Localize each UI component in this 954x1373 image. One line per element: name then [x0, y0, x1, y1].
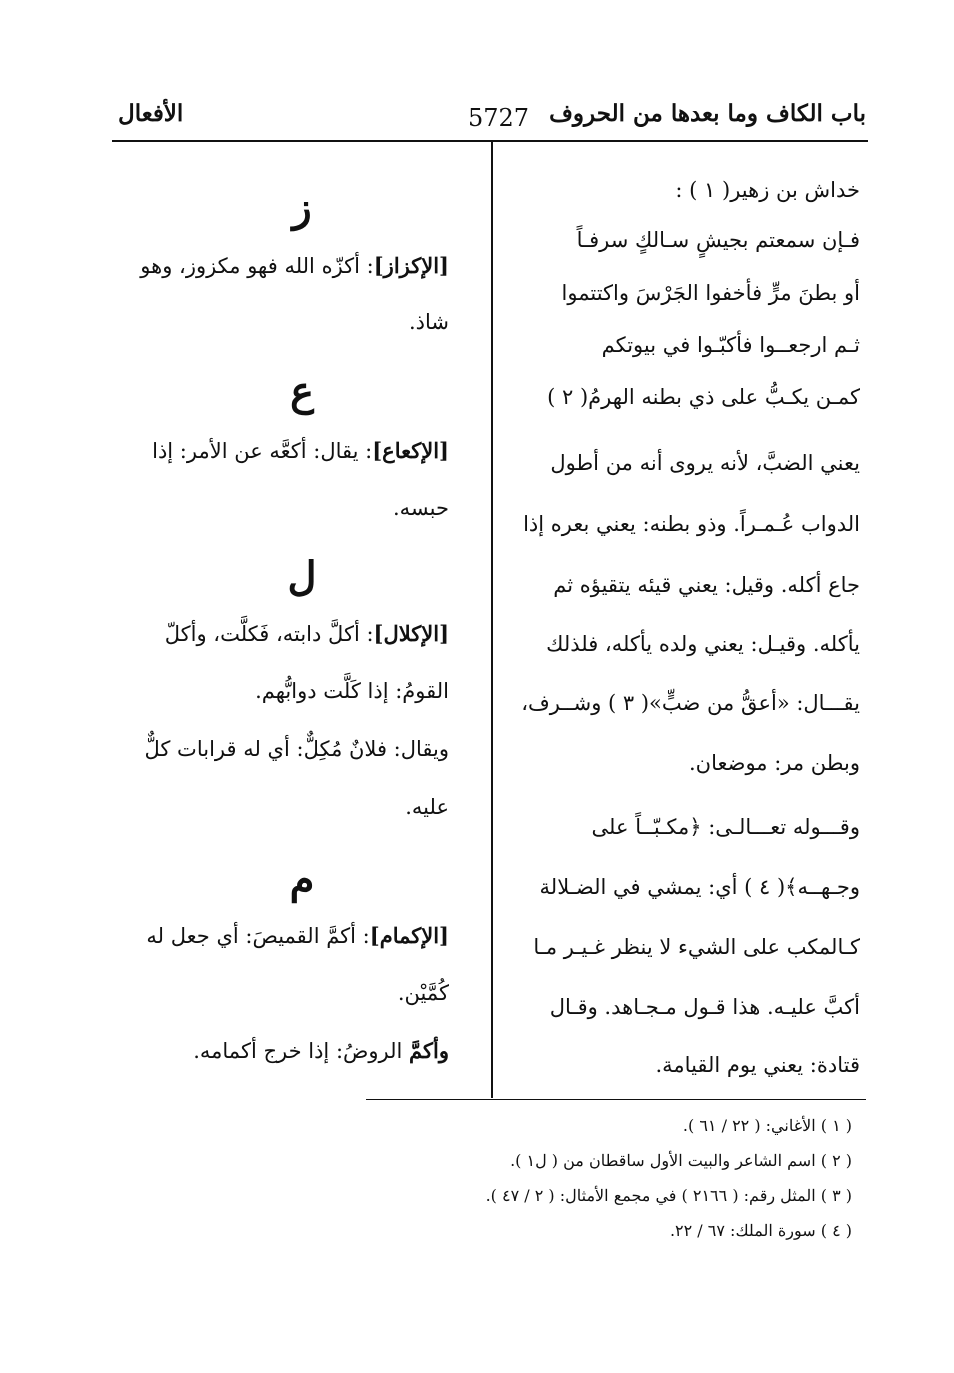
- entry-text: الروضُ: إذا خرج أكمامه.: [193, 1039, 410, 1063]
- text-line: جاع أكله. وقيل: يعني قيئه يتقيؤه ثم: [553, 573, 860, 597]
- section-letter-ayn: ع: [290, 368, 314, 415]
- section-letter-mim: م: [289, 856, 315, 903]
- text-line: يقـــال: «أعقُّ من ضبٍّ»( ٣ ) وشــرف،: [521, 691, 860, 715]
- entry-line: كُمَّيْن.: [397, 981, 449, 1005]
- entry-term: [الإكلال]: [373, 621, 449, 646]
- footnote-rule: [366, 1099, 866, 1100]
- section-letter-lam: ل: [287, 553, 317, 600]
- entry-line: عليه.: [405, 795, 449, 819]
- entry-text: : أكزّه الله فهو مكزوز، وهو: [140, 254, 374, 278]
- text-line: كـالمكب على الشيء لا ينظر غـيـر مـا: [533, 935, 860, 959]
- entry-term: [الإكزاز]: [373, 253, 449, 278]
- text-line: وجـهــه﴾( ٤ ) أي: يمشي في الضـلالة: [539, 875, 860, 899]
- text-line: يعني الضبَّ، لأنه يروى أنه من أطول: [550, 451, 860, 475]
- entry-text: : يقال: أكعَّه عن الأمر: إذا: [152, 439, 373, 463]
- entry-term: [الإكعاع]: [372, 438, 449, 463]
- footnote: ( ٢ ) اسم الشاعر والبيت الأول ساقطان من ( ل١ ).: [510, 1151, 852, 1170]
- header-rule: [112, 140, 868, 142]
- footnote: ( ٣ ) المثل رقم: ( ٢١٦٦ ) في مجمع الأمثال: ( ٢ / ٤٧ ).: [485, 1186, 852, 1205]
- page-number: 5727: [468, 104, 530, 132]
- entry-line: [165, 623, 449, 645]
- text-line: قتادة: يعني يوم القيامة.: [655, 1053, 860, 1077]
- entry-text: : أكمَّ القميصَ: أي جعل له: [146, 924, 370, 948]
- entry-line: [140, 255, 449, 277]
- verse-line: ثـم ارجعــوا فأكبّـوا في بيوتكم: [601, 333, 860, 357]
- entry-line: [193, 1040, 449, 1062]
- text-line: وقـــوله تعـــالـى: ﴿مكـبّــاً على: [591, 815, 860, 839]
- footnote: ( ١ ) الأغاني: ( ٢٢ / ٦١ ).: [682, 1116, 852, 1135]
- entry-line: شاذ.: [408, 310, 449, 334]
- text-line: خداش بن زهير( ١ ) :: [675, 178, 860, 202]
- entry-text: : أكلَّ دابته، فَكلَّت، وأكلّ: [164, 622, 374, 646]
- text-line: أكبَّ عليـه. هذا قـول مـجـاهد. وقـال: [549, 995, 860, 1019]
- entry-term: وأكمَّ: [409, 1038, 449, 1063]
- verse-line: كمـن يكـبُّ على ذي بطنه الهرمُ( ٢ ): [547, 385, 860, 409]
- entry-line: ويقال: فلانٌ مُكِلٌّ: أي له قرابات كلٌّ: [144, 737, 449, 761]
- entry-line: حبسه.: [393, 496, 449, 520]
- text-line: الدواب عُـمـراً. وذو بطنه: يعني بعره إذا: [523, 512, 860, 536]
- entry-term: [الإكمام]: [369, 923, 449, 948]
- running-header-chapter: باب الكاف وما بعدها من الحروف: [549, 100, 866, 127]
- verse-line: أو بطنَ مرٍّ فأخفوا الجَرْسَ واكتتموا: [561, 281, 860, 305]
- text-line: يأكله. وقيـل: يعني ولده يأكله، فلذلك: [546, 632, 860, 656]
- entry-line: القومُ: إذا كَلَّت دوابُّهم.: [255, 679, 449, 703]
- entry-line: [152, 440, 449, 462]
- running-header-section: الأفعال: [118, 100, 184, 127]
- entry-line: [146, 925, 449, 947]
- footnote: ( ٤ ) سورة الملك: ٦٧ / ٢٢.: [669, 1221, 852, 1240]
- verse-line: فـإن سمعتم بجيشٍ سـالكٍ سرفـاً: [576, 228, 860, 252]
- section-letter-zay: ز: [292, 184, 312, 231]
- column-divider: [491, 142, 493, 1098]
- text-line: وبطن مر: موضعان.: [688, 751, 860, 775]
